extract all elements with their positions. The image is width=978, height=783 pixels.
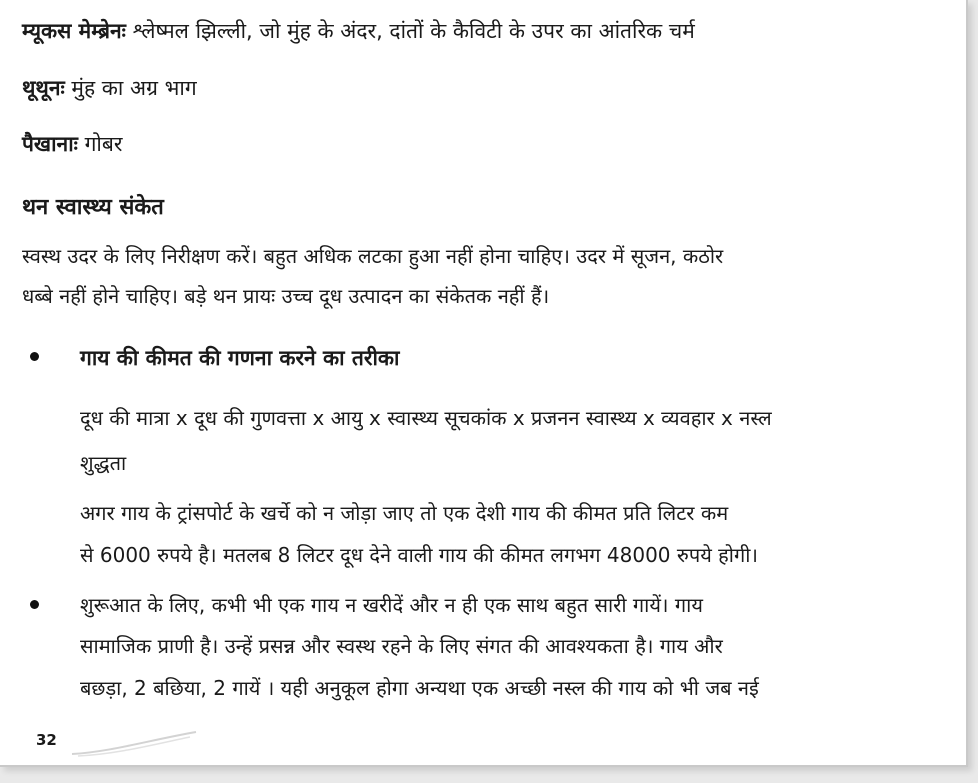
paragraph-line: धब्बे नहीं होने चाहिए। बड़े थन प्रायः उच्च दूध उत्पादन का संकेतक नहीं हैं। [22, 284, 550, 308]
glossary-term: पैखानाः [22, 132, 78, 156]
bullet-text-line: बछड़ा, 2 बछिया, 2 गायें । यही अनुकूल होगा अन्यथा एक अच्छी नस्ल की गाय को भी जब नई [80, 676, 759, 700]
section-heading: थन स्वास्थ्य संकेत [22, 195, 164, 220]
bullet-text-line: सामाजिक प्राणी है। उन्हें प्रसन्न और स्वस्थ रहने के लिए संगत की आवश्यकता है। गाय और [80, 634, 723, 658]
note-line: अगर गाय के ट्रांसपोर्ट के खर्चे को न जोड़ा जाए तो एक देशी गाय की कीमत प्रति लिटर कम [80, 501, 729, 525]
bullet-marker [30, 352, 39, 361]
glossary-definition: मुंह का अग्र भाग [64, 76, 197, 100]
bullet-marker [30, 600, 39, 609]
glossary-definition: श्लेष्मल झिल्ली, जो मुंह के अंदर, दांतों के कैविटी के उपर का आंतरिक चर्म [125, 19, 695, 43]
glossary-item [22, 18, 695, 44]
note-line: से 6000 रुपये है। मतलब 8 लिटर दूध देने वाली गाय की कीमत लगभग 48000 रुपये होगी। [80, 543, 758, 567]
glossary-term: म्यूकस मेम्ब्रेनः [22, 19, 126, 43]
glossary-definition: गोबर [77, 132, 123, 156]
paragraph-line: स्वस्थ उदर के लिए निरीक्षण करें। बहुत अधिक लटका हुआ नहीं होना चाहिए। उदर में सूजन, कठोर [22, 244, 724, 268]
glossary-item [22, 131, 122, 157]
bullet-title: गाय की कीमत की गणना करने का तरीका [80, 346, 400, 370]
formula-line: शुद्धता [80, 451, 127, 475]
glossary-item [22, 75, 197, 101]
page-number: 32 [36, 731, 57, 749]
bullet-text-line: शुरूआत के लिए, कभी भी एक गाय न खरीदें और न ही एक साथ बहुत सारी गायें। गाय [80, 593, 703, 617]
formula-line: दूध की मात्रा x दूध की गुणवत्ता x आयु x स्वास्थ्य सूचकांक x प्रजनन स्वास्थ्य x व्यवहार x नस्ल [80, 406, 772, 430]
glossary-term: थूथूनः [22, 76, 65, 100]
decorative-swoosh-icon [70, 728, 200, 758]
